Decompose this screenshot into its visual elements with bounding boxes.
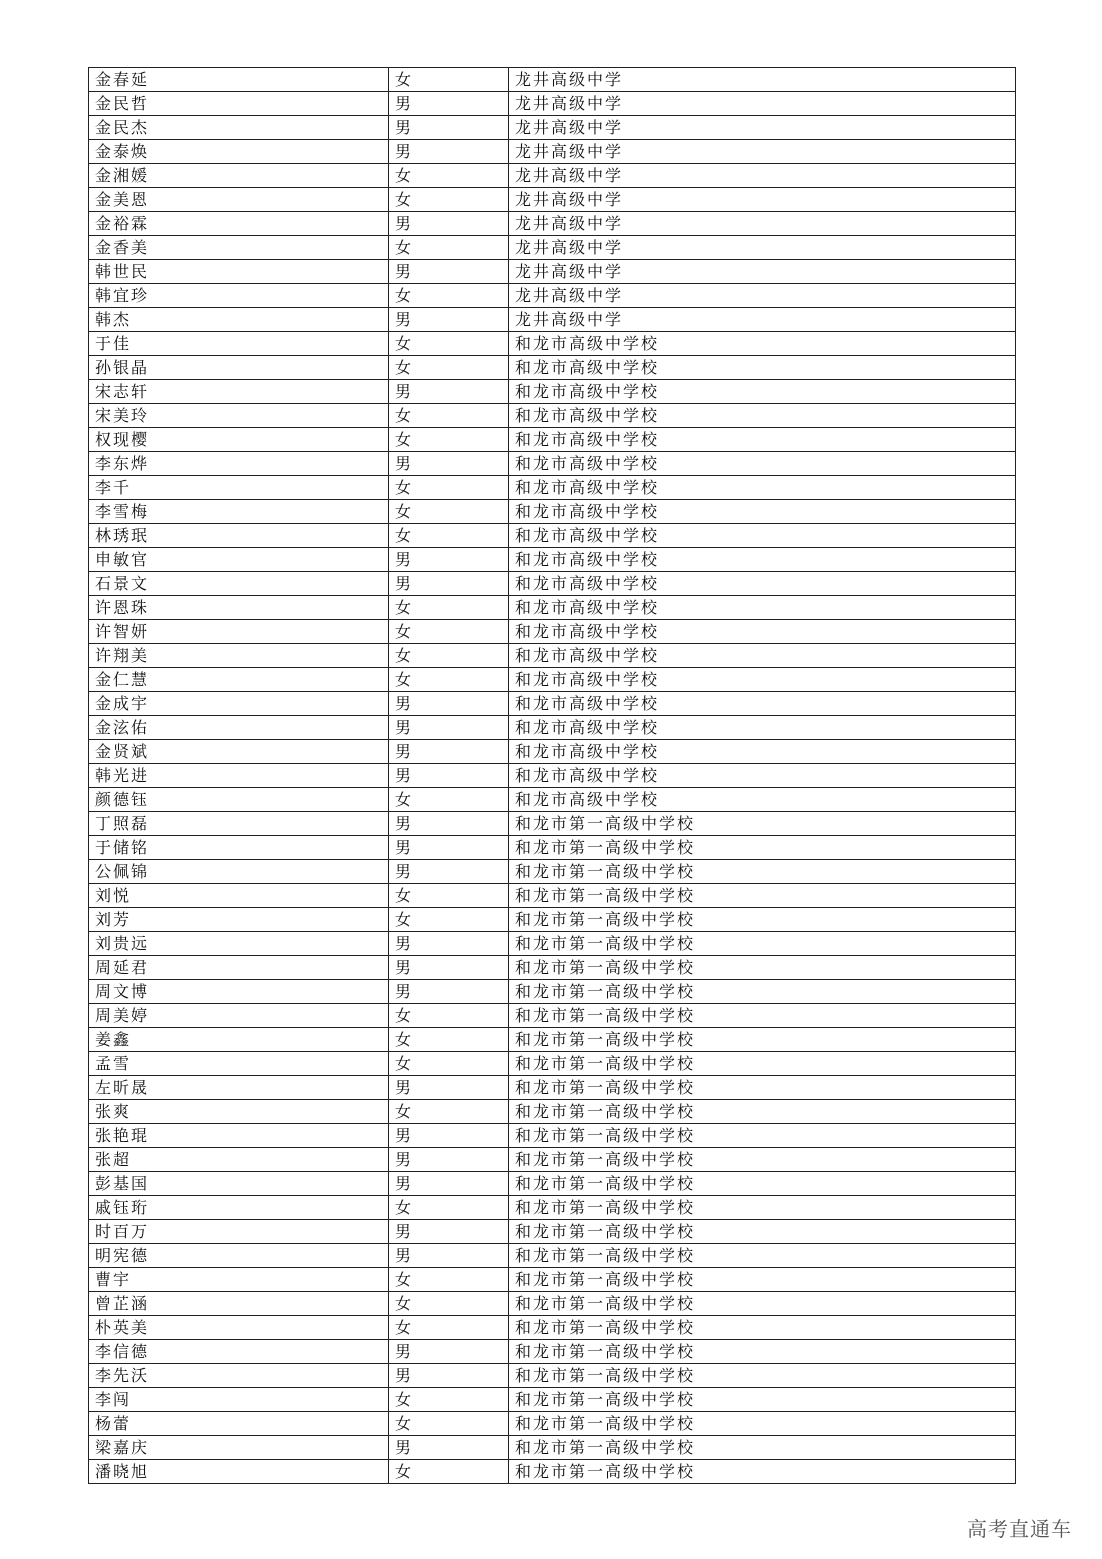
student-name-cell: 申敏官 bbox=[89, 548, 389, 572]
table-row bbox=[89, 956, 1016, 980]
table-row bbox=[89, 1436, 1016, 1460]
gender-cell: 男 bbox=[389, 308, 509, 332]
school-cell: 和龙市高级中学校 bbox=[509, 596, 1016, 620]
student-name-cell: 金泰焕 bbox=[89, 140, 389, 164]
student-name-cell: 刘芳 bbox=[89, 908, 389, 932]
table-row bbox=[89, 308, 1016, 332]
table-row bbox=[89, 692, 1016, 716]
table-row bbox=[89, 116, 1016, 140]
school-cell: 龙井高级中学 bbox=[509, 284, 1016, 308]
student-name-cell: 李雪梅 bbox=[89, 500, 389, 524]
school-cell: 和龙市高级中学校 bbox=[509, 452, 1016, 476]
student-name-cell: 韩杰 bbox=[89, 308, 389, 332]
school-cell: 和龙市第一高级中学校 bbox=[509, 956, 1016, 980]
gender-cell: 男 bbox=[389, 1148, 509, 1172]
school-cell: 和龙市第一高级中学校 bbox=[509, 812, 1016, 836]
table-row bbox=[89, 452, 1016, 476]
student-name-cell: 韩世民 bbox=[89, 260, 389, 284]
school-cell: 和龙市高级中学校 bbox=[509, 356, 1016, 380]
student-name-cell: 金民杰 bbox=[89, 116, 389, 140]
table-row bbox=[89, 572, 1016, 596]
school-cell: 和龙市高级中学校 bbox=[509, 572, 1016, 596]
school-cell: 和龙市高级中学校 bbox=[509, 404, 1016, 428]
table-row bbox=[89, 1364, 1016, 1388]
student-name-cell: 颜德钰 bbox=[89, 788, 389, 812]
gender-cell: 女 bbox=[389, 620, 509, 644]
gender-cell: 女 bbox=[389, 404, 509, 428]
gender-cell: 女 bbox=[389, 1388, 509, 1412]
student-name-cell: 孙银晶 bbox=[89, 356, 389, 380]
school-cell: 和龙市高级中学校 bbox=[509, 668, 1016, 692]
table-row bbox=[89, 284, 1016, 308]
student-name-cell: 金香美 bbox=[89, 236, 389, 260]
school-cell: 龙井高级中学 bbox=[509, 188, 1016, 212]
student-name-cell: 曹宇 bbox=[89, 1268, 389, 1292]
gender-cell: 女 bbox=[389, 284, 509, 308]
student-name-cell: 李信德 bbox=[89, 1340, 389, 1364]
table-row bbox=[89, 1268, 1016, 1292]
gender-cell: 男 bbox=[389, 764, 509, 788]
table-row bbox=[89, 788, 1016, 812]
table-row bbox=[89, 476, 1016, 500]
student-name-cell: 金湘媛 bbox=[89, 164, 389, 188]
school-cell: 和龙市高级中学校 bbox=[509, 644, 1016, 668]
table-row bbox=[89, 68, 1016, 92]
student-name-cell: 刘贵远 bbox=[89, 932, 389, 956]
gender-cell: 男 bbox=[389, 92, 509, 116]
gender-cell: 女 bbox=[389, 644, 509, 668]
gender-cell: 男 bbox=[389, 1124, 509, 1148]
student-name-cell: 许恩珠 bbox=[89, 596, 389, 620]
gender-cell: 女 bbox=[389, 1412, 509, 1436]
table-row bbox=[89, 188, 1016, 212]
student-name-cell: 左昕晟 bbox=[89, 1076, 389, 1100]
gender-cell: 男 bbox=[389, 812, 509, 836]
table-row bbox=[89, 524, 1016, 548]
gender-cell: 女 bbox=[389, 1460, 509, 1484]
student-name-cell: 姜鑫 bbox=[89, 1028, 389, 1052]
table-row bbox=[89, 1244, 1016, 1268]
school-cell: 和龙市高级中学校 bbox=[509, 620, 1016, 644]
table-row bbox=[89, 548, 1016, 572]
school-cell: 和龙市第一高级中学校 bbox=[509, 1364, 1016, 1388]
gender-cell: 男 bbox=[389, 932, 509, 956]
student-roster-table bbox=[88, 67, 1016, 1484]
table-row bbox=[89, 668, 1016, 692]
table-row bbox=[89, 932, 1016, 956]
school-cell: 和龙市高级中学校 bbox=[509, 524, 1016, 548]
student-name-cell: 刘悦 bbox=[89, 884, 389, 908]
gender-cell: 男 bbox=[389, 716, 509, 740]
school-cell: 和龙市第一高级中学校 bbox=[509, 1412, 1016, 1436]
student-name-cell: 于储铭 bbox=[89, 836, 389, 860]
table-row bbox=[89, 404, 1016, 428]
student-name-cell: 韩宜珍 bbox=[89, 284, 389, 308]
student-name-cell: 宋美玲 bbox=[89, 404, 389, 428]
table-row bbox=[89, 1460, 1016, 1484]
school-cell: 和龙市高级中学校 bbox=[509, 716, 1016, 740]
school-cell: 龙井高级中学 bbox=[509, 116, 1016, 140]
gender-cell: 女 bbox=[389, 1100, 509, 1124]
school-cell: 和龙市第一高级中学校 bbox=[509, 932, 1016, 956]
gender-cell: 女 bbox=[389, 524, 509, 548]
student-name-cell: 石景文 bbox=[89, 572, 389, 596]
gender-cell: 男 bbox=[389, 1364, 509, 1388]
school-cell: 和龙市第一高级中学校 bbox=[509, 1436, 1016, 1460]
gender-cell: 男 bbox=[389, 140, 509, 164]
school-cell: 和龙市第一高级中学校 bbox=[509, 860, 1016, 884]
gender-cell: 女 bbox=[389, 332, 509, 356]
school-cell: 和龙市第一高级中学校 bbox=[509, 1316, 1016, 1340]
student-name-cell: 金裕霖 bbox=[89, 212, 389, 236]
table-row bbox=[89, 356, 1016, 380]
gender-cell: 男 bbox=[389, 692, 509, 716]
student-name-cell: 于佳 bbox=[89, 332, 389, 356]
gender-cell: 男 bbox=[389, 1076, 509, 1100]
table-row bbox=[89, 140, 1016, 164]
student-name-cell: 张爽 bbox=[89, 1100, 389, 1124]
student-name-cell: 权现樱 bbox=[89, 428, 389, 452]
gender-cell: 男 bbox=[389, 548, 509, 572]
gender-cell: 女 bbox=[389, 884, 509, 908]
student-name-cell: 时百万 bbox=[89, 1220, 389, 1244]
student-name-cell: 张超 bbox=[89, 1148, 389, 1172]
student-name-cell: 周延君 bbox=[89, 956, 389, 980]
student-name-cell: 张艳琨 bbox=[89, 1124, 389, 1148]
gender-cell: 女 bbox=[389, 668, 509, 692]
school-cell: 和龙市第一高级中学校 bbox=[509, 908, 1016, 932]
school-cell: 和龙市第一高级中学校 bbox=[509, 1220, 1016, 1244]
school-cell: 龙井高级中学 bbox=[509, 164, 1016, 188]
student-name-cell: 周美婷 bbox=[89, 1004, 389, 1028]
table-row bbox=[89, 740, 1016, 764]
table-row bbox=[89, 1004, 1016, 1028]
student-name-cell: 许智妍 bbox=[89, 620, 389, 644]
gender-cell: 女 bbox=[389, 236, 509, 260]
school-cell: 和龙市第一高级中学校 bbox=[509, 1268, 1016, 1292]
table-row bbox=[89, 812, 1016, 836]
student-name-cell: 孟雪 bbox=[89, 1052, 389, 1076]
student-name-cell: 梁嘉庆 bbox=[89, 1436, 389, 1460]
table-row bbox=[89, 1412, 1016, 1436]
table-row bbox=[89, 1076, 1016, 1100]
student-name-cell: 金仁慧 bbox=[89, 668, 389, 692]
table-row bbox=[89, 1196, 1016, 1220]
gender-cell: 女 bbox=[389, 1196, 509, 1220]
gender-cell: 女 bbox=[389, 1028, 509, 1052]
gender-cell: 男 bbox=[389, 380, 509, 404]
student-name-cell: 潘晓旭 bbox=[89, 1460, 389, 1484]
school-cell: 和龙市高级中学校 bbox=[509, 428, 1016, 452]
gender-cell: 女 bbox=[389, 164, 509, 188]
school-cell: 和龙市第一高级中学校 bbox=[509, 1460, 1016, 1484]
table-row bbox=[89, 1220, 1016, 1244]
school-cell: 和龙市第一高级中学校 bbox=[509, 1388, 1016, 1412]
gender-cell: 女 bbox=[389, 788, 509, 812]
school-cell: 龙井高级中学 bbox=[509, 212, 1016, 236]
gender-cell: 女 bbox=[389, 908, 509, 932]
student-name-cell: 丁照磊 bbox=[89, 812, 389, 836]
school-cell: 和龙市高级中学校 bbox=[509, 332, 1016, 356]
gender-cell: 男 bbox=[389, 860, 509, 884]
gender-cell: 女 bbox=[389, 1292, 509, 1316]
table-row bbox=[89, 428, 1016, 452]
gender-cell: 男 bbox=[389, 980, 509, 1004]
table-row bbox=[89, 380, 1016, 404]
gender-cell: 男 bbox=[389, 1172, 509, 1196]
school-cell: 和龙市高级中学校 bbox=[509, 500, 1016, 524]
school-cell: 和龙市第一高级中学校 bbox=[509, 836, 1016, 860]
school-cell: 和龙市第一高级中学校 bbox=[509, 1340, 1016, 1364]
table-row bbox=[89, 908, 1016, 932]
school-cell: 和龙市第一高级中学校 bbox=[509, 1124, 1016, 1148]
school-cell: 和龙市第一高级中学校 bbox=[509, 1076, 1016, 1100]
school-cell: 和龙市高级中学校 bbox=[509, 548, 1016, 572]
table-row bbox=[89, 764, 1016, 788]
table-row bbox=[89, 644, 1016, 668]
gender-cell: 女 bbox=[389, 1004, 509, 1028]
student-name-cell: 李东烨 bbox=[89, 452, 389, 476]
school-cell: 龙井高级中学 bbox=[509, 308, 1016, 332]
table-row bbox=[89, 716, 1016, 740]
student-name-cell: 彭基国 bbox=[89, 1172, 389, 1196]
school-cell: 和龙市第一高级中学校 bbox=[509, 1004, 1016, 1028]
school-cell: 龙井高级中学 bbox=[509, 260, 1016, 284]
gender-cell: 男 bbox=[389, 212, 509, 236]
gender-cell: 女 bbox=[389, 428, 509, 452]
gender-cell: 男 bbox=[389, 1220, 509, 1244]
gender-cell: 女 bbox=[389, 476, 509, 500]
table-row bbox=[89, 1124, 1016, 1148]
student-name-cell: 公佩锦 bbox=[89, 860, 389, 884]
student-name-cell: 曾芷涵 bbox=[89, 1292, 389, 1316]
school-cell: 和龙市第一高级中学校 bbox=[509, 980, 1016, 1004]
gender-cell: 女 bbox=[389, 596, 509, 620]
gender-cell: 女 bbox=[389, 1268, 509, 1292]
table-row bbox=[89, 212, 1016, 236]
school-cell: 和龙市高级中学校 bbox=[509, 788, 1016, 812]
student-name-cell: 林琇珉 bbox=[89, 524, 389, 548]
student-name-cell: 金春延 bbox=[89, 68, 389, 92]
gender-cell: 男 bbox=[389, 116, 509, 140]
table-row bbox=[89, 836, 1016, 860]
watermark-text: 高考直通车 bbox=[967, 1517, 1072, 1541]
table-row bbox=[89, 620, 1016, 644]
table-row bbox=[89, 236, 1016, 260]
school-cell: 和龙市高级中学校 bbox=[509, 476, 1016, 500]
school-cell: 和龙市高级中学校 bbox=[509, 740, 1016, 764]
student-name-cell: 戚钰珩 bbox=[89, 1196, 389, 1220]
gender-cell: 男 bbox=[389, 452, 509, 476]
school-cell: 龙井高级中学 bbox=[509, 236, 1016, 260]
gender-cell: 女 bbox=[389, 188, 509, 212]
student-name-cell: 李闯 bbox=[89, 1388, 389, 1412]
gender-cell: 男 bbox=[389, 260, 509, 284]
table-row bbox=[89, 1340, 1016, 1364]
table-row bbox=[89, 1316, 1016, 1340]
gender-cell: 女 bbox=[389, 1052, 509, 1076]
table-row bbox=[89, 1028, 1016, 1052]
gender-cell: 男 bbox=[389, 572, 509, 596]
table-row bbox=[89, 1100, 1016, 1124]
school-cell: 和龙市第一高级中学校 bbox=[509, 884, 1016, 908]
table-row bbox=[89, 860, 1016, 884]
gender-cell: 男 bbox=[389, 956, 509, 980]
school-cell: 和龙市高级中学校 bbox=[509, 692, 1016, 716]
school-cell: 龙井高级中学 bbox=[509, 92, 1016, 116]
student-name-cell: 明宪德 bbox=[89, 1244, 389, 1268]
table-row bbox=[89, 164, 1016, 188]
school-cell: 和龙市第一高级中学校 bbox=[509, 1244, 1016, 1268]
gender-cell: 女 bbox=[389, 68, 509, 92]
student-name-cell: 金成宇 bbox=[89, 692, 389, 716]
table-row bbox=[89, 596, 1016, 620]
school-cell: 和龙市第一高级中学校 bbox=[509, 1100, 1016, 1124]
school-cell: 和龙市第一高级中学校 bbox=[509, 1148, 1016, 1172]
gender-cell: 男 bbox=[389, 1436, 509, 1460]
gender-cell: 女 bbox=[389, 356, 509, 380]
table-row bbox=[89, 500, 1016, 524]
table-row bbox=[89, 1052, 1016, 1076]
gender-cell: 女 bbox=[389, 1316, 509, 1340]
table-row bbox=[89, 1388, 1016, 1412]
student-name-cell: 金美恩 bbox=[89, 188, 389, 212]
gender-cell: 男 bbox=[389, 836, 509, 860]
student-name-cell: 金贤斌 bbox=[89, 740, 389, 764]
school-cell: 龙井高级中学 bbox=[509, 68, 1016, 92]
school-cell: 和龙市第一高级中学校 bbox=[509, 1028, 1016, 1052]
school-cell: 和龙市高级中学校 bbox=[509, 764, 1016, 788]
gender-cell: 男 bbox=[389, 1244, 509, 1268]
table-row bbox=[89, 1148, 1016, 1172]
school-cell: 龙井高级中学 bbox=[509, 140, 1016, 164]
student-name-cell: 韩光进 bbox=[89, 764, 389, 788]
table-row bbox=[89, 92, 1016, 116]
table-row bbox=[89, 260, 1016, 284]
gender-cell: 男 bbox=[389, 1340, 509, 1364]
table-row bbox=[89, 332, 1016, 356]
table-row bbox=[89, 1172, 1016, 1196]
table-row bbox=[89, 884, 1016, 908]
student-name-cell: 金泫佑 bbox=[89, 716, 389, 740]
student-name-cell: 金民哲 bbox=[89, 92, 389, 116]
gender-cell: 女 bbox=[389, 500, 509, 524]
school-cell: 和龙市第一高级中学校 bbox=[509, 1292, 1016, 1316]
student-name-cell: 朴英美 bbox=[89, 1316, 389, 1340]
table-row bbox=[89, 980, 1016, 1004]
student-name-cell: 周文博 bbox=[89, 980, 389, 1004]
school-cell: 和龙市第一高级中学校 bbox=[509, 1052, 1016, 1076]
student-name-cell: 许翔美 bbox=[89, 644, 389, 668]
school-cell: 和龙市第一高级中学校 bbox=[509, 1196, 1016, 1220]
table-row bbox=[89, 1292, 1016, 1316]
student-name-cell: 杨蕾 bbox=[89, 1412, 389, 1436]
student-name-cell: 李千 bbox=[89, 476, 389, 500]
student-name-cell: 李先沃 bbox=[89, 1364, 389, 1388]
roster-body bbox=[89, 68, 1016, 1484]
school-cell: 和龙市第一高级中学校 bbox=[509, 1172, 1016, 1196]
student-name-cell: 宋志轩 bbox=[89, 380, 389, 404]
school-cell: 和龙市高级中学校 bbox=[509, 380, 1016, 404]
gender-cell: 男 bbox=[389, 740, 509, 764]
